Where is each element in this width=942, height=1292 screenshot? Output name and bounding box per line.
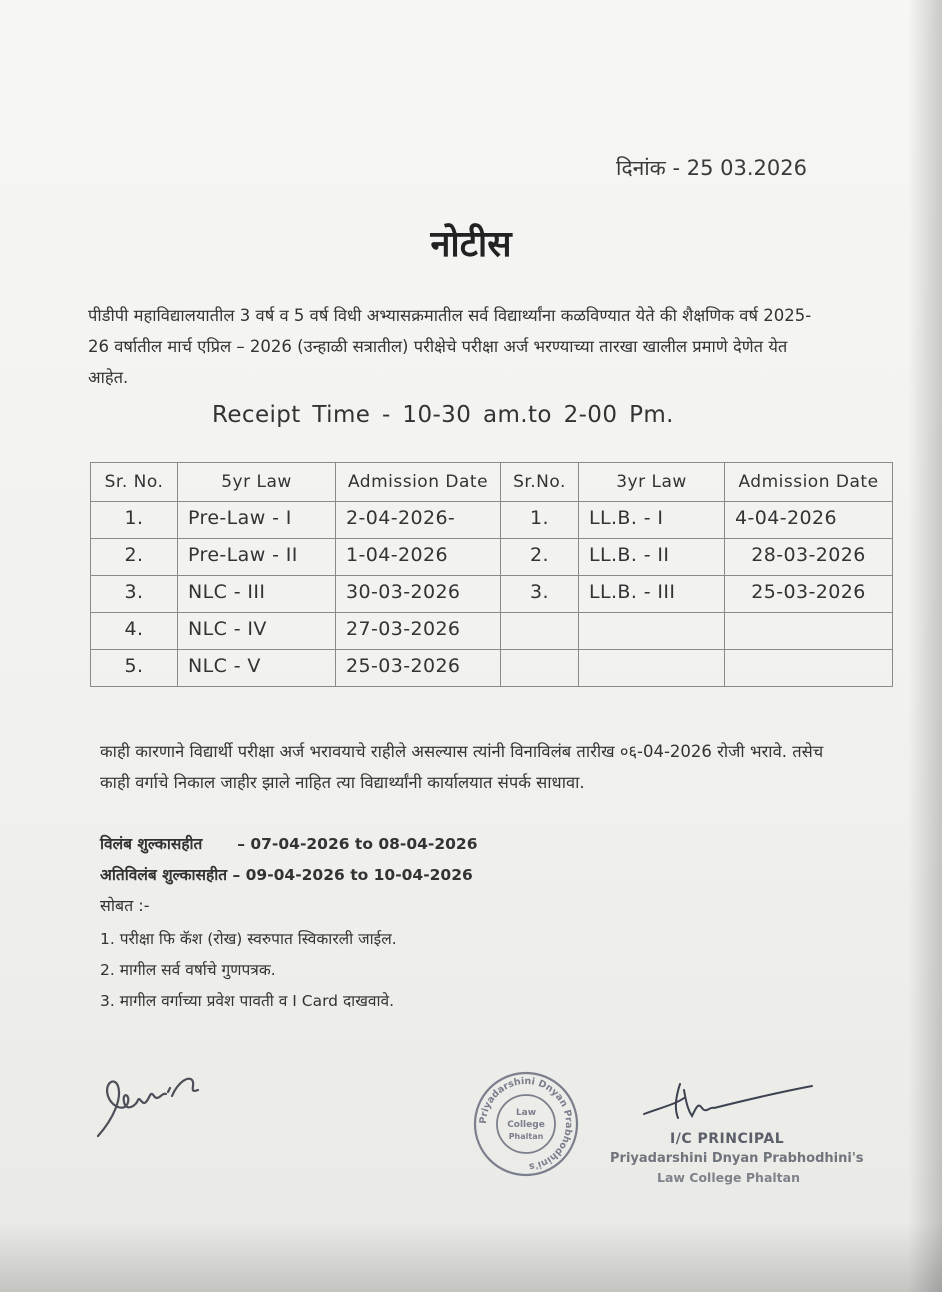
- table-cell: LL.B. - I: [579, 502, 725, 539]
- table-cell: 2.: [91, 539, 178, 576]
- table-cell: LL.B. - II: [579, 539, 725, 576]
- table-cell: 1.: [501, 502, 579, 539]
- table-header: 3yr Law: [579, 463, 725, 502]
- table-cell: 25-03-2026: [725, 576, 893, 613]
- table-header: 5yr Law: [178, 463, 336, 502]
- table-cell: 3.: [91, 576, 178, 613]
- table-header-row: [91, 463, 893, 502]
- late-fee-dates: – 07-04-2026 to 08-04-2026: [237, 835, 478, 853]
- table-cell: 3.: [501, 576, 579, 613]
- table-cell: 30-03-2026: [336, 576, 501, 613]
- principal-signature-icon: [640, 1078, 820, 1128]
- table-row: [91, 502, 893, 539]
- institution-line: Law College Phaltan: [657, 1170, 800, 1185]
- table-cell: 5.: [91, 650, 178, 687]
- table-cell: 1-04-2026: [336, 539, 501, 576]
- table-cell: [579, 613, 725, 650]
- seal-center-text: Law: [515, 1108, 537, 1118]
- late-fee-label: विलंब शुल्कासहीत: [100, 835, 203, 853]
- signature-left-icon: [92, 1062, 212, 1142]
- table-row: [91, 650, 893, 687]
- very-late-fee-dates: – 09-04-2026 to 10-04-2026: [232, 866, 473, 884]
- college-seal-icon: [472, 1070, 580, 1178]
- enclosure-item: 2. मागील सर्व वर्षाचे गुणपत्रक.: [100, 961, 276, 979]
- table-cell: 2-04-2026-: [336, 502, 501, 539]
- seal-ring-text: Priyadarshini Dnyan Prabhodhini's: [477, 1075, 575, 1172]
- table-header: Admission Date: [336, 463, 501, 502]
- table-cell: 4.: [91, 613, 178, 650]
- table-cell: Pre-Law - II: [178, 539, 336, 576]
- table-cell: [579, 650, 725, 687]
- table-cell: NLC - IV: [178, 613, 336, 650]
- enclosure-item: 3. मागील वर्गाच्या प्रवेश पावती व I Card दाखवावे.: [100, 992, 395, 1010]
- table-header: Sr.No.: [501, 463, 579, 502]
- enclosure-item: 1. परीक्षा फि कॅश (रोख) स्वरुपात स्विकारली जाईल.: [100, 930, 397, 948]
- notice-date: दिनांक - 25 03.2026: [616, 156, 807, 180]
- seal-center-text: Phaltan: [508, 1132, 544, 1141]
- seal-center-text: College: [507, 1120, 545, 1130]
- late-fee-line: [100, 832, 478, 854]
- table-row: [91, 576, 893, 613]
- table-cell: Pre-Law - I: [178, 502, 336, 539]
- table-cell: [725, 613, 893, 650]
- enclosures-heading: सोबत :-: [100, 896, 150, 915]
- table-cell: LL.B. - III: [579, 576, 725, 613]
- receipt-time: Receipt Time - 10-30 am.to 2-00 Pm.: [212, 402, 674, 428]
- table-cell: [501, 650, 579, 687]
- after-table-paragraph: काही कारणाने विद्यार्थी परीक्षा अर्ज भरावयाचे राहीले असल्यास त्यांनी विनाविलंब तारीख ०६-04-2026 रोजी भरावे. तसेच काही वर्गाचे निकाल जाहीर झाले नाहित त्या विद्यार्थ्यांनी कार्यालयात संपर्क साधावा.: [100, 742, 824, 792]
- table-cell: [501, 613, 579, 650]
- table-cell: 2.: [501, 539, 579, 576]
- table-row: [91, 613, 893, 650]
- table-cell: 25-03-2026: [336, 650, 501, 687]
- table-cell: 1.: [91, 502, 178, 539]
- intro-paragraph: पीडीपी महाविद्यालयातील 3 वर्ष व 5 वर्ष विधी अभ्यासक्रमातील सर्व विद्यार्थ्यांना कळविण्यात येते की शैक्षणिक वर्ष 2025-26 वर्षातील मार्च एप्रिल – 2026 (उन्हाळी सत्रातील) परीक्षेचे परीक्षा अर्ज भरण्याच्या तारखा खालील प्रमाणे देणेत येत आहेत.: [88, 306, 812, 387]
- table-header: Sr. No.: [91, 463, 178, 502]
- table-row: [91, 539, 893, 576]
- table-cell: 27-03-2026: [336, 613, 501, 650]
- principal-title: I/C PRINCIPAL: [670, 1131, 785, 1147]
- table-cell: NLC - V: [178, 650, 336, 687]
- table-cell: 28-03-2026: [725, 539, 893, 576]
- very-late-fee-line: [100, 863, 473, 885]
- admission-date-table: [90, 462, 893, 687]
- notice-title: नोटीस: [430, 224, 512, 265]
- table-cell: [725, 650, 893, 687]
- table-header: Admission Date: [725, 463, 893, 502]
- paper-shadow-right: [908, 0, 942, 1292]
- very-late-fee-label: अतिविलंब शुल्कासहीत: [100, 866, 228, 884]
- table-cell: NLC - III: [178, 576, 336, 613]
- institution-line: Priyadarshini Dnyan Prabhodhini's: [610, 1151, 864, 1166]
- paper-shadow-bottom: [0, 1222, 942, 1292]
- table-cell: 4-04-2026: [725, 502, 893, 539]
